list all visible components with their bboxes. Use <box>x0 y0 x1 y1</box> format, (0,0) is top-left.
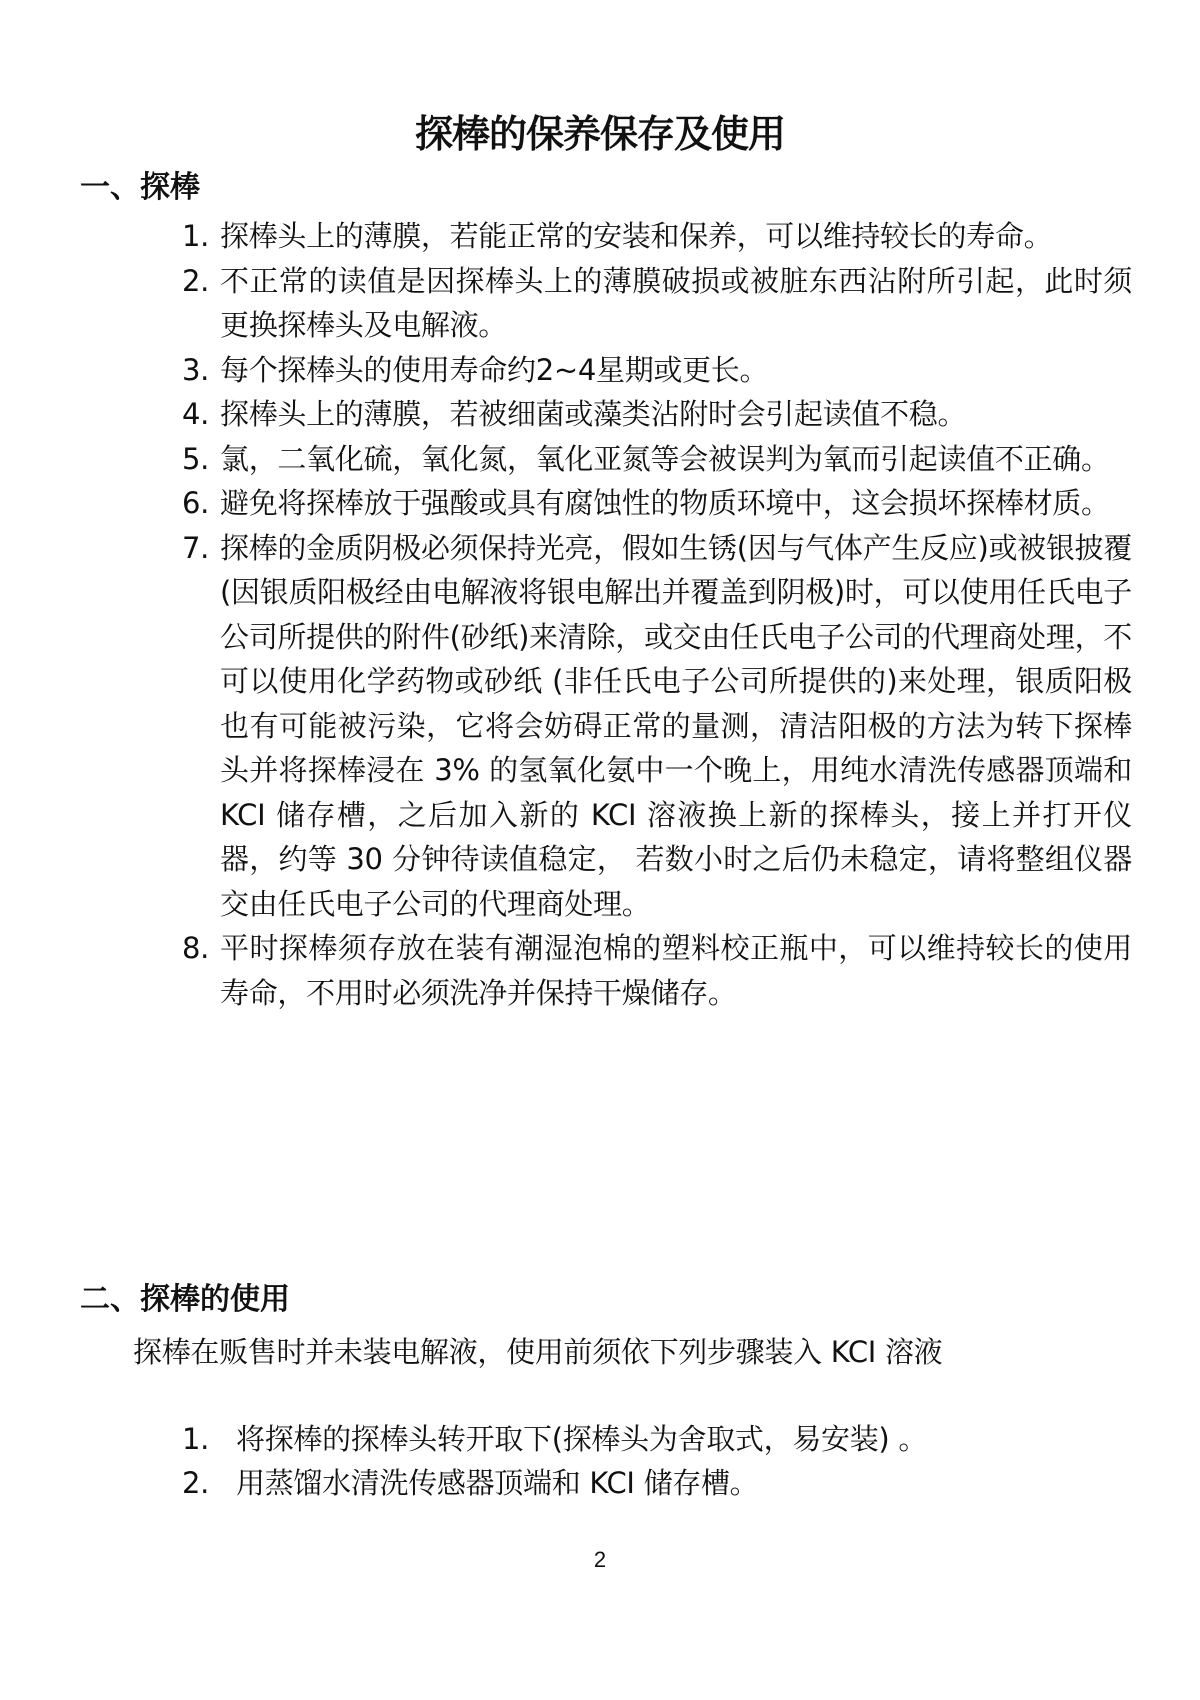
list-item-text: 探棒头上的薄膜，若被细菌或藻类沾附时会引起读值不稳。 <box>220 397 967 431</box>
list-item <box>182 481 1132 526</box>
list-item-text: 用蒸馏水清洗传感器顶端和 KCI 储存槽。 <box>236 1466 759 1500</box>
list-item-text: 不正常的读值是因探棒头上的薄膜破损或被脏东西沾附所引起，此时须更换探棒头及电解液。 <box>220 263 1132 342</box>
list-item <box>182 1417 1132 1461</box>
list-item <box>182 1461 1132 1505</box>
list-item-number: 8. <box>182 931 210 965</box>
list-item-number: 1. <box>182 1422 210 1456</box>
list-item-text: 平时探棒须存放在装有潮湿泡棉的塑料校正瓶中，可以维持较长的使用寿命，不用时必须洗净并保持干燥储存。 <box>220 931 1132 1010</box>
list-item <box>182 259 1132 348</box>
list-item-number: 6. <box>182 486 210 520</box>
list-item <box>182 214 1132 259</box>
list-item-text: 氯，二氧化硫，氧化氮，氧化亚氮等会被误判为氧而引起读值不正确。 <box>220 441 1110 476</box>
probe-care-list <box>182 214 1132 1015</box>
list-item <box>182 926 1132 1015</box>
list-item-text: 探棒头上的薄膜，若能正常的安装和保养，可以维持较长的寿命。 <box>220 219 1053 253</box>
list-item-number: 7. <box>182 530 210 565</box>
section-heading-probe-usage: 二、探棒的使用 <box>80 1282 290 1317</box>
list-item <box>182 437 1132 482</box>
list-item <box>182 348 1132 393</box>
probe-usage-steps <box>182 1417 1132 1505</box>
list-item-number: 5. <box>182 441 210 476</box>
list-item-number: 4. <box>182 397 210 431</box>
list-item-text: 探棒的金质阴极必须保持光亮，假如生锈(因与气体产生反应)或被银披覆(因银质阳极经由电解液将银电解出并覆盖到阴极)时，可以使用任氏电子公司所提供的附件(砂纸)来清除，或交由任氏电子公司的代理商处理，不可以使用化学药物或砂纸 (非任氏电子公司所提供的)来处理，银质阳极也有可能被污染，它将会妨碍正常的量测，清洁阳极的方法为转下探棒头并将探棒浸在 3% 的氢氧化氨中一个晚上，用纯水清洗传感器顶端和 KCI 储存槽，之后加入新的 KCI 溶液换上新的探棒头，接上并打开仪器，约等 30 分钟待读值稳定， 若数小时之后仍未稳定，请将整组仪器交由任氏电子公司的代理商处理。 <box>220 530 1132 921</box>
list-item-number: 2. <box>182 1466 210 1500</box>
usage-intro-text: 探棒在贩售时并未装电解液，使用前须依下列步骤装入 KCI 溶液 <box>133 1335 943 1369</box>
list-item-text: 每个探棒头的使用寿命约2~4星期或更长。 <box>220 352 769 387</box>
list-item-number: 2. <box>182 263 210 298</box>
list-item-number: 1. <box>182 219 210 253</box>
list-item <box>182 392 1132 437</box>
section-heading-probe: 一、探棒 <box>80 170 200 205</box>
list-item-number: 3. <box>182 352 210 387</box>
list-item <box>182 526 1132 927</box>
page-title: 探棒的保养保存及使用 <box>414 112 785 156</box>
list-item-text: 避免将探棒放于强酸或具有腐蚀性的物质环境中，这会损坏探棒材质。 <box>220 486 1110 520</box>
page-number: 2 <box>593 1547 607 1572</box>
list-item-text: 将探棒的探棒头转开取下(探棒头为舍取式，易安装) 。 <box>236 1422 928 1456</box>
